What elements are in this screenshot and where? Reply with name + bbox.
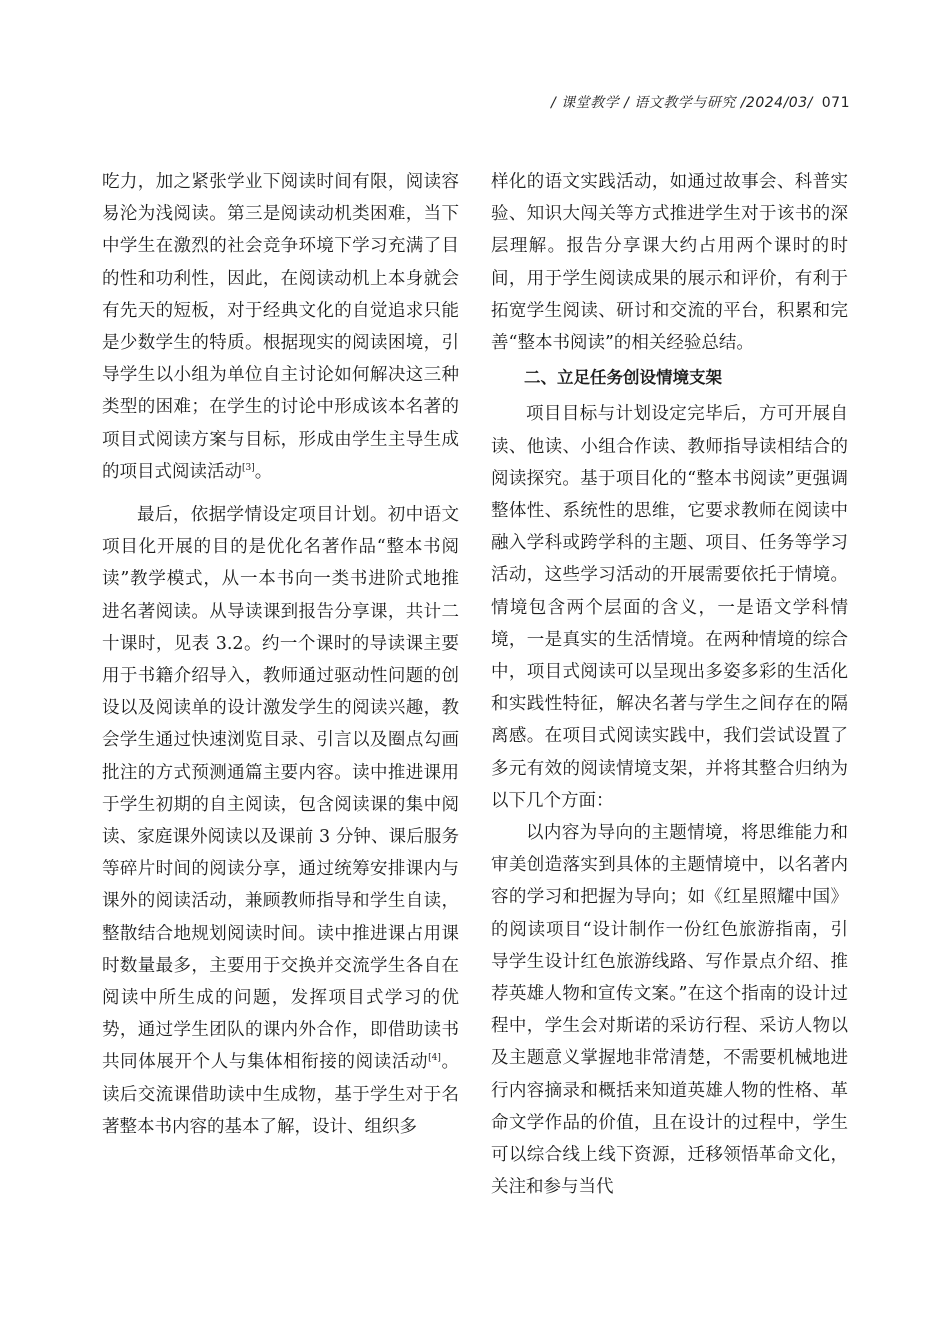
- page-number: 071: [821, 95, 850, 111]
- left-paragraph-2-end: 。读后交流课借助读中生成物，基于学生对于名著整本书内容的基本了解，设计、组织多: [102, 1052, 460, 1137]
- left-paragraph-1-end: 。: [254, 461, 273, 482]
- left-paragraph-2: [102, 499, 459, 1143]
- section-heading: 二、立足任务创设情境支架: [524, 368, 722, 388]
- header-issue: /2024/03/: [740, 95, 813, 111]
- right-paragraph-3: 以内容为导向的主题情境，将思维能力和审美创造落实到具体的主题情境中，以名著内容的学习和把握为导向；如《红星照耀中国》的阅读项目“设计制作一份红色旅游指南，引导学生设计红色旅游线路、写作景点介绍、推荐英雄人物和宣传文案。”在这个指南的设计过程中，学生会对斯诺的采访行程、采访人物以及主题意义掌握地非常清楚，不需要机械地进行内容摘录和概括来知道英雄人物的性格、革命文学作品的价值，且在设计的过程中，学生可以综合线上线下资源，迁移领悟革命文化，关注和参与当代: [491, 823, 848, 1198]
- running-header: [551, 92, 850, 112]
- header-section: / 课堂教学 /: [550, 95, 630, 111]
- left-paragraph-1: [102, 166, 459, 488]
- citation-3: [3]: [242, 462, 255, 473]
- right-column: [491, 166, 848, 1204]
- citation-4: [4]: [428, 1053, 441, 1064]
- left-paragraph-2-text: 最后，依据学情设定项目计划。初中语文项目化开展的目的是优化名著作品“整本书阅读”教学模式，从一本书向一类书进阶式地推进名著阅读。从导读课到报告分享课，共计二十课时，见表 3.2。约一个课时的导读课主要用于书籍介绍导入，教师通过驱动性问题的创设以及阅读单的设计激发学生的阅读兴趣，教会学生通过快速浏览目录、引言以及圈点勾画批注的方式预测通篇主要内容。读中推进课用于学生初期的自主阅读，包含阅读课的集中阅读、家庭课外阅读以及课前 3 分钟、课后服务等碎片时间的阅读分享，通过统筹安排课内与课外的阅读活动，兼顾教师指导和学生自读，整散结合地规划阅读时间。读中推进课占用课时数量最多，主要用于交换并交流学生各自在阅读中所生成的问题，发挥项目式学习的优势，通过学生团队的课内外合作，即借助读书共同体展开个人与集体相衔接的阅读活动: [102, 505, 459, 1073]
- left-paragraph-1-text: 吃力，加之紧张学业下阅读时间有限，阅读容易沦为浅阅读。第三是阅读动机类困难，当下中学生在激烈的社会竞争环境下学习充满了目的性和功利性，因此，在阅读动机上本身就会有先天的短板，对于经典文化的自觉追求只能是少数学生的特质。根据现实的阅读困境，引导学生以小组为单位自主讨论如何解决这三种类型的困难；在学生的讨论中形成该本名著的项目式阅读方案与目标，形成由学生主导生成的项目式阅读活动: [102, 172, 459, 482]
- right-paragraph-2: 项目目标与计划设定完毕后，方可开展自读、他读、小组合作读、教师指导读相结合的阅读探究。基于项目化的“整本书阅读”更强调整体性、系统性的思维，它要求教师在阅读中融入学科或跨学科的主题、项目、任务等学习活动，这些学习活动的开展需要依托于情境。情境包含两个层面的含义，一是语文学科情境，一是真实的生活情境。在两种情境的综合中，项目式阅读可以呈现出多姿多彩的生活化和实践性特征，解决名著与学生之间存在的隔离感。在项目式阅读实践中，我们尝试设置了多元有效的阅读情境支架，并将其整合归纳为以下几个方面：: [491, 404, 848, 811]
- header-journal: 语文教学与研究: [634, 95, 736, 111]
- right-paragraph-1: 样化的语文实践活动，如通过故事会、科普实验、知识大闯关等方式推进学生对于该书的深层理解。报告分享课大约占用两个课时的时间，用于学生阅读成果的展示和评价，有利于拓宽学生阅读、研讨和交流的平台，积累和完善“整本书阅读”的相关经验总结。: [491, 172, 848, 354]
- left-column: [102, 166, 459, 1143]
